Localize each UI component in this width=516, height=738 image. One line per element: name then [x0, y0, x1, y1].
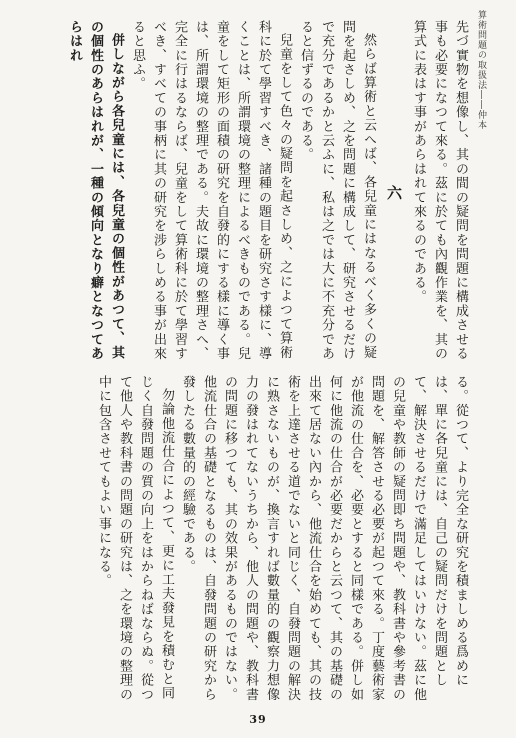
upper-text-block [21, 20, 471, 365]
paragraph: る。從つて、より完全な研究を積ましめる爲めには、單に各兒童には、自己の疑問だけを問題として、解決させるだけで滿足してはいけない。茲に他の兒童や教師の疑問即ち問題や、教科書や參考書の問題を、解答させる必要が起つて來る。丁度藝術家が他流の仕合を、必要とすると同樣である。併し如何に他流の仕合が必要だからと云つて、其の基礎の出來て居ない內から、他流仕合を始めても、其の技術を上達させる道でないと同じく、自發問題の解決に熟さないものが、換言すれば數量的の觀察力想像力の發はれてないうちから、他人の問題や、教科書の問題に移つても、其の效果があるものではない。他流仕合の基礎となるものは、自發問題の研究から發したる數量的の經驗である。 [180, 375, 468, 702]
paragraph: 然らば算術と云へば、各兒童にはなるべく多くの疑問を起さしめ、之を問題に構成して、研究させるだけで充分であるかと云ふに、私は之では大に不充分であると信ずるのである。 [298, 20, 376, 361]
paragraph: 併しながら各兒童には、各兒童の個性があつて、其の個性のあらはれが、一種の傾向となり癖となつてあらはれ [67, 20, 124, 361]
paragraph: 先づ實物を想像し、其の間の疑問を問題に構成させる事も必要になつて來る。茲に於ても內觀作業を、其の算式に表はす事があらはれて來るのである。 [411, 20, 468, 361]
paragraph: 兒童をして色々の疑問を起さしめ、之によつて算術科に於て學習すべき、諸種の題目を研究さす樣に、導くことは、所謂環境の整理によるべきものである。兒童をして矩形の面積の研究を自發的にする樣に導く事は、所謂環境の整理である。夫故に環境の整理さへ、完全に行はるならば、兒童をして算術科に於て學習すべき、すべての事柄に其の研究を涉らしめる事が出來ると思ふ。 [130, 20, 292, 361]
paragraph: 勿論他流仕合によつて、更に工夫發見を積むと同じく自發問題の質の向上をはからねばならぬ。從つて他人や教科書の問題の研究は、之を環境の整理の中に包含させてもよい事になる。 [96, 375, 174, 702]
running-header: 算術問題の取扱法――仲本 [476, 10, 486, 130]
lower-text-block [21, 375, 471, 705]
section-number: 六 [385, 185, 403, 200]
page-number: 39 [249, 713, 267, 726]
